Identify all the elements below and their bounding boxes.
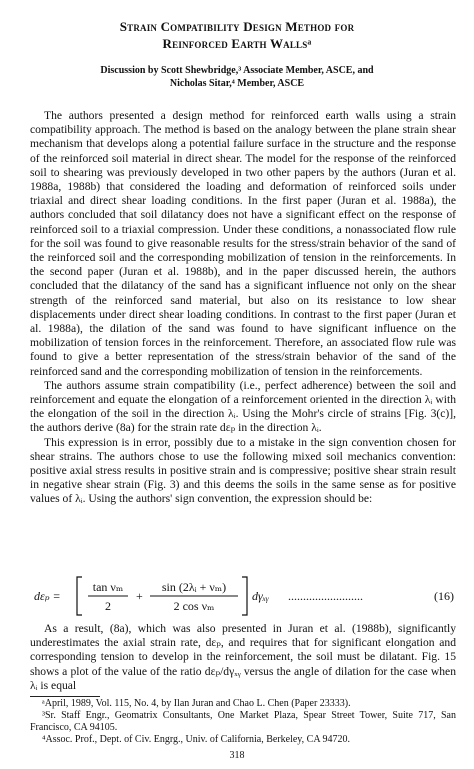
eq-rhs: dγₓᵧ [252, 589, 269, 603]
eq-leader-dots: ......................... [288, 589, 363, 603]
paragraph-2: The authors assume strain compatibility (i.e., perfect adherence) between the soil and reinforcement and equate the elongation of a reinforcement oriented in the direction λᵢ with the elongation of the soil in the direction λᵢ. Using the Mohr's circle of strains [Fig. 3(c)], the authors derive (8a) for the strain rate dεₚ in the direction λᵢ. [30, 378, 456, 435]
paragraph-3: This expression is in error, possibly due to a mistake in the sign convention chosen for shear strains. The authors chose to use the following mixed soil mechanics convention: positive axial stress results in positive strain and is compressive; positive shear strain result in negative shear strain (Fig. 3) and this deems the soils in the same sense as for positive values of λᵢ. Using the authors' sign convention, the expression should be: [30, 435, 456, 506]
equation-16 [30, 571, 456, 621]
title-line-2: Reinforced Earth Wallsᵃ [162, 36, 312, 51]
eq-term1-denominator: 2 [105, 599, 111, 613]
author-line-1: Discussion by Scott Shewbridge,³ Associate Member, ASCE, and [100, 65, 374, 76]
eq-term2-denominator: 2 cos νₘ [173, 599, 215, 613]
eq-plus: + [136, 589, 143, 603]
footnotes [30, 698, 456, 746]
author-line-2: Nicholas Sitar,⁴ Member, ASCE [169, 78, 305, 89]
eq-term2-numerator: sin (2λᵢ + νₘ) [161, 580, 227, 594]
paper-title [40, 18, 434, 52]
eq-lhs: dεₚ = [34, 589, 61, 603]
footnote-a: ᵃApril, 1989, Vol. 115, No. 4, by Ilan Juran and Chao L. Chen (Paper 23333). [42, 698, 351, 709]
eq-number: (16) [434, 589, 454, 603]
eq-left-bracket [77, 577, 82, 615]
footnote-rule [30, 696, 100, 697]
footnote-4: ⁴Assoc. Prof., Dept. of Civ. Engrg., Univ. of California, Berkeley, CA 94720. [42, 734, 350, 745]
paragraph-1: The authors presented a design method for reinforced earth walls using a strain compatibility approach. The method is based on the analogy between the plane strain shear mechanism that develops along a potential failure surface in the structure and the response of the reinforced soil material in direct shear. The model for the response of the reinforced soil to shearing was previously developed in two other papers by the authors (Juran et al. 1988a, 1988b) that considered the loading and deformation of reinforced soils under triaxial and direct shear loading conditions. In the first paper (Juran et al. 1988a), the authors concluded that soil dilatancy does not have a significant effect on the response of reinforced soil to a triaxial compression. Under these conditions, a nonassociated flow rule for the soil was found to give reasonable results for the stress/strain behavior of the sand of the reinforced soil and the corresponding mobilization of tension in the reinforcements. In the second paper (Juran et al. 1988b), and in the paper discussed herein, the authors concluded that the dilatancy of the sand has a significant influence not only on the shear strength of the reinforced sand material, but also on its resistance to low shear displacements under direct shear loading conditions. In contrast to the first paper (Juran et al. 1988a), the dilation of the sand was found to have significant influence on the mobilization of tension forces in the reinforcement. Therefore, an associated flow rule was found to give a better representation of the stress/strain behavior of the sand of the reinforced sand and the corresponding mobilization of tension in the reinforcements. [30, 109, 456, 378]
title-line-1: Strain Compatibility Design Method for [119, 19, 355, 34]
author-byline [40, 64, 434, 90]
body-text [30, 109, 456, 507]
eq-term1-numerator: tan νₘ [92, 580, 124, 594]
page-number: 318 [229, 750, 245, 761]
body-text-continued [30, 622, 456, 693]
equation-graphic [30, 571, 456, 621]
paragraph-4: As a result, (8a), which was also presented in Juran et al. (1988b), significantly underestimates the axial strain rate, dεₚ, and requires that for significant elongation and corresponding tension to develop in the reinforcement, the soil must be dilatant. Fig. 15 shows a plot of the value of the ratio dεₚ/dγₓᵧ versus the angle of dilation for the case when λᵢ is equal [30, 622, 456, 692]
footnote-3: ³Sr. Staff Engr., Geomatrix Consultants, One Market Plaza, Spear Street Tower, Suite 717, San Francisco, CA 94105. [30, 710, 456, 733]
eq-right-bracket [242, 577, 247, 615]
